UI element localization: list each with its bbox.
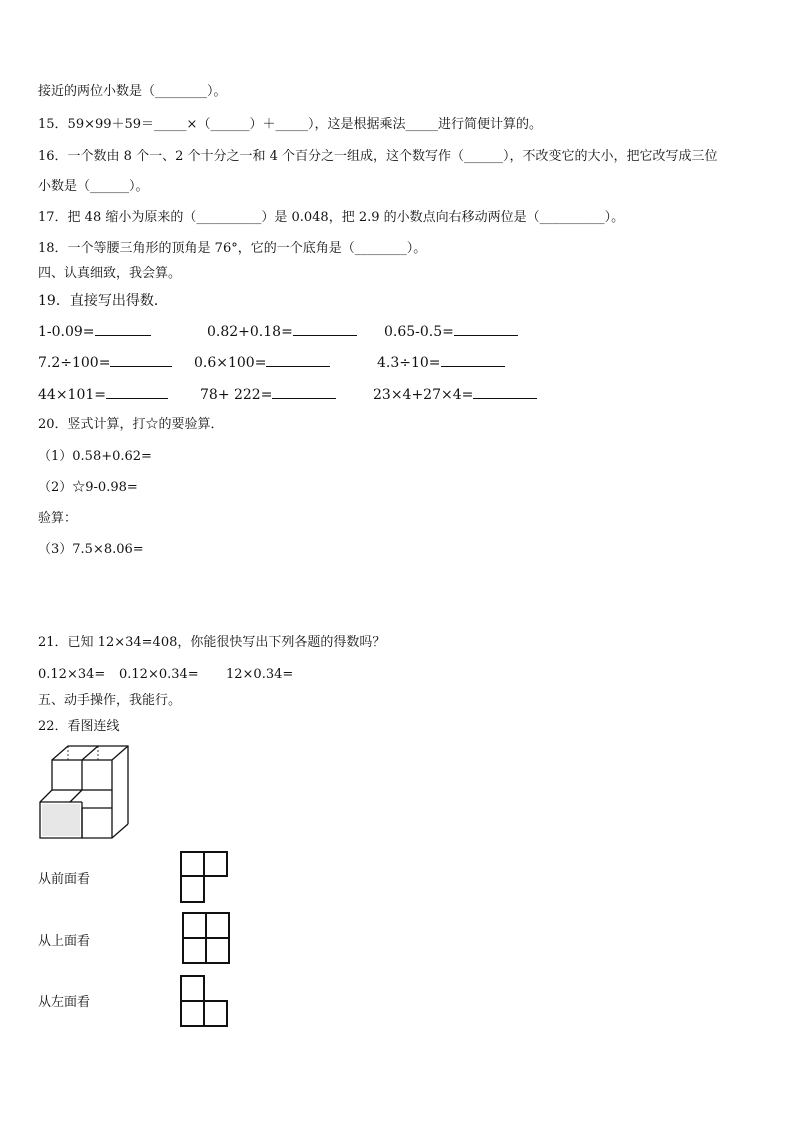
view-left-label: 从左面看 xyxy=(38,995,91,1010)
q16-line1: 16．一个数由 8 个一、2 个十分之一和 4 个百分之一组成，这个数写作（______），不改变它的大小，把它改写成三位 xyxy=(38,149,718,164)
calc-item: 23×4+27×4= xyxy=(373,386,537,404)
q14-tail: 接近的两位小数是（________）。 xyxy=(38,84,227,99)
q21-item: 0.12×0.34= xyxy=(119,667,199,682)
view-figure-a[interactable] xyxy=(179,850,231,906)
calc-item: 78+ 222= xyxy=(200,386,336,404)
calc-item: 44×101= xyxy=(38,386,168,404)
q21-item: 0.12×34= xyxy=(38,667,106,682)
q20-heading: 20．竖式计算，打☆的要验算． xyxy=(38,417,224,432)
view-figure-b[interactable] xyxy=(181,911,233,967)
section-4-heading: 四、认真细致，我会算。 xyxy=(38,266,182,281)
calc-item: 0.6×100= xyxy=(194,354,330,372)
q15: 15．59×99＋59＝_____×（______）＋_____），这是根据乘法_____进行简便计算的。 xyxy=(38,117,542,132)
view-front-label: 从前面看 xyxy=(38,872,91,887)
q17: 17．把 48 缩小为原来的（__________）是 0.048，把 2.9 的小数点向右移动两位是（__________）。 xyxy=(38,210,625,225)
q21-heading: 21．已知 12×34=408，你能很快写出下列各题的得数吗？ xyxy=(38,635,386,650)
calc-item: 0.82+0.18= xyxy=(207,323,357,341)
q22-heading: 22．看图连线 xyxy=(38,719,120,734)
calc-item: 0.65-0.5= xyxy=(384,323,518,341)
calc-item: 4.3÷10= xyxy=(377,354,505,372)
calc-item: 1-0.09= xyxy=(38,323,151,341)
q20-item-2: （2）☆9-0.98= xyxy=(38,480,138,495)
q20-item-3: （3）7.5×8.06= xyxy=(38,542,144,557)
q21-item: 12×0.34= xyxy=(226,667,294,682)
calc-item: 7.2÷100= xyxy=(38,354,172,372)
q16-line2: 小数是（______）。 xyxy=(38,179,149,194)
q19-heading: 19．直接写出得数． xyxy=(38,293,168,309)
verify-label: 验算： xyxy=(38,511,78,526)
q18: 18．一个等腰三角形的顶角是 76°，它的一个底角是（________）。 xyxy=(38,241,427,256)
view-top-label: 从上面看 xyxy=(38,934,91,949)
view-figure-c[interactable] xyxy=(179,974,231,1030)
cube-stack-figure xyxy=(36,744,132,844)
section-5-heading: 五、动手操作，我能行。 xyxy=(38,693,182,708)
q20-item-1: （1）0.58+0.62= xyxy=(38,449,152,464)
